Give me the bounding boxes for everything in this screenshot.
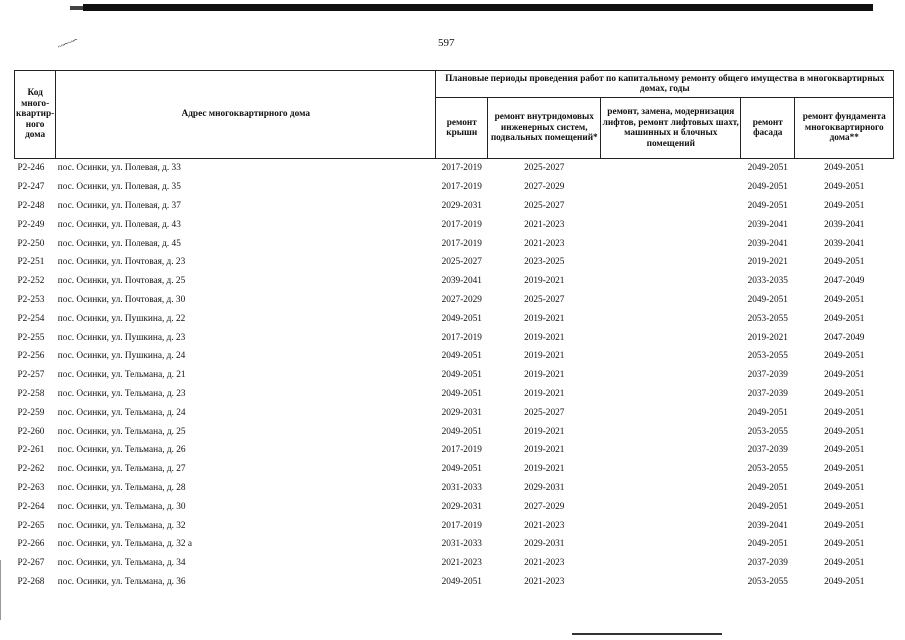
cell-foundation: 2049-2051 xyxy=(824,182,865,193)
table-row xyxy=(15,272,894,291)
cell-roof: 2049-2051 xyxy=(441,426,482,437)
cell-facade: 2053-2055 xyxy=(747,576,788,587)
cell-address: пос. Осинки, ул. Тельмана, д. 28 xyxy=(57,482,186,493)
cell-foundation: 2049-2051 xyxy=(824,539,865,550)
cell-engineering: 2025-2027 xyxy=(524,200,565,211)
cell-elevators xyxy=(601,422,741,441)
header-foundation: ремонт фундамента многоквартирного дома** xyxy=(795,98,894,159)
cell-roof: 2029-2031 xyxy=(441,407,482,418)
table-row xyxy=(15,347,894,366)
cell-facade: 2049-2051 xyxy=(747,163,788,174)
cell-elevators xyxy=(601,159,741,178)
cell-foundation: 2049-2051 xyxy=(824,351,865,362)
cell-engineering: 2021-2023 xyxy=(524,558,565,569)
cell-code: Р2-256 xyxy=(17,351,45,362)
table-row xyxy=(15,253,894,272)
table-row xyxy=(15,460,894,479)
cell-roof: 2017-2019 xyxy=(441,332,482,343)
cell-foundation: 2049-2051 xyxy=(824,200,865,211)
cell-foundation: 2049-2051 xyxy=(824,426,865,437)
cell-foundation: 2047-2049 xyxy=(824,332,865,343)
cell-elevators xyxy=(601,291,741,310)
cell-facade: 2049-2051 xyxy=(747,407,788,418)
cell-roof: 2049-2051 xyxy=(441,388,482,399)
header-periods-group: Плановые периоды проведения работ по капитальному ремонту общего имущества в многоквартирных домах, годы xyxy=(436,71,894,98)
cell-engineering: 2023-2025 xyxy=(524,257,565,268)
cell-code: Р2-258 xyxy=(17,388,45,399)
cell-roof: 2029-2031 xyxy=(441,200,482,211)
cell-roof: 2039-2041 xyxy=(441,276,482,287)
cell-foundation: 2049-2051 xyxy=(824,520,865,531)
cell-roof: 2049-2051 xyxy=(441,464,482,475)
cell-foundation: 2049-2051 xyxy=(824,388,865,399)
table-row xyxy=(15,159,894,178)
cell-engineering: 2019-2021 xyxy=(524,313,565,324)
table-row xyxy=(15,554,894,573)
cell-foundation: 2049-2051 xyxy=(824,407,865,418)
cell-roof: 2021-2023 xyxy=(441,558,482,569)
table-row xyxy=(15,328,894,347)
cell-facade: 2037-2039 xyxy=(747,558,788,569)
header-facade: ремонт фасада xyxy=(741,98,795,159)
header-code: Код много-квартир-ного дома xyxy=(15,71,56,159)
cell-facade: 2037-2039 xyxy=(747,370,788,381)
table-row xyxy=(15,479,894,498)
cell-facade: 2049-2051 xyxy=(747,539,788,550)
cell-engineering: 2019-2021 xyxy=(524,276,565,287)
cell-foundation: 2047-2049 xyxy=(824,276,865,287)
cell-roof: 2049-2051 xyxy=(441,370,482,381)
cell-engineering: 2019-2021 xyxy=(524,351,565,362)
cell-engineering: 2021-2023 xyxy=(524,520,565,531)
cell-address: пос. Осинки, ул. Полевая, д. 35 xyxy=(57,182,181,193)
cell-code: Р2-257 xyxy=(17,370,45,381)
cell-elevators xyxy=(601,441,741,460)
cell-address: пос. Осинки, ул. Пушкина, д. 24 xyxy=(57,351,186,362)
cell-roof: 2017-2019 xyxy=(441,182,482,193)
cell-code: Р2-266 xyxy=(17,539,45,550)
cell-code: Р2-267 xyxy=(17,558,45,569)
table-row xyxy=(15,422,894,441)
table-row xyxy=(15,535,894,554)
cell-code: Р2-263 xyxy=(17,482,45,493)
cell-address: пос. Осинки, ул. Тельмана, д. 21 xyxy=(57,370,186,381)
cell-code: Р2-259 xyxy=(17,407,45,418)
cell-address: пос. Осинки, ул. Почтовая, д. 23 xyxy=(57,257,186,268)
table-row xyxy=(15,197,894,216)
cell-code: Р2-264 xyxy=(17,501,45,512)
cell-foundation: 2049-2051 xyxy=(824,163,865,174)
cell-elevators xyxy=(601,573,741,592)
cell-engineering: 2027-2029 xyxy=(524,501,565,512)
cell-elevators xyxy=(601,253,741,272)
table-row xyxy=(15,497,894,516)
cell-roof: 2027-2029 xyxy=(441,294,482,305)
cell-foundation: 2049-2051 xyxy=(824,445,865,456)
page-number: 597 xyxy=(438,37,455,49)
cell-facade: 2049-2051 xyxy=(747,182,788,193)
cell-facade: 2037-2039 xyxy=(747,445,788,456)
table-row xyxy=(15,441,894,460)
cell-facade: 2019-2021 xyxy=(747,332,788,343)
cell-engineering: 2029-2031 xyxy=(524,539,565,550)
cell-roof: 2049-2051 xyxy=(441,313,482,324)
table-row xyxy=(15,309,894,328)
cell-code: Р2-248 xyxy=(17,200,45,211)
handwritten-scribble: ~∽~∽ xyxy=(55,34,79,52)
cell-engineering: 2029-2031 xyxy=(524,482,565,493)
cell-elevators xyxy=(601,309,741,328)
cell-facade: 2037-2039 xyxy=(747,388,788,399)
cell-facade: 2053-2055 xyxy=(747,351,788,362)
table-row xyxy=(15,573,894,592)
scan-left-edge xyxy=(0,560,1,620)
cell-facade: 2033-2035 xyxy=(747,276,788,287)
cell-elevators xyxy=(601,347,741,366)
cell-code: Р2-247 xyxy=(17,182,45,193)
cell-address: пос. Осинки, ул. Тельмана, д. 30 xyxy=(57,501,186,512)
table-row xyxy=(15,178,894,197)
cell-address: пос. Осинки, ул. Почтовая, д. 25 xyxy=(57,276,186,287)
cell-elevators xyxy=(601,366,741,385)
cell-elevators xyxy=(601,328,741,347)
cell-engineering: 2025-2027 xyxy=(524,163,565,174)
cell-code: Р2-268 xyxy=(17,576,45,587)
cell-foundation: 2049-2051 xyxy=(824,576,865,587)
cell-facade: 2049-2051 xyxy=(747,200,788,211)
cell-facade: 2039-2041 xyxy=(747,520,788,531)
cell-code: Р2-246 xyxy=(17,163,45,174)
cell-roof: 2017-2019 xyxy=(441,238,482,249)
table-row xyxy=(15,366,894,385)
cell-code: Р2-249 xyxy=(17,219,45,230)
cell-foundation: 2049-2051 xyxy=(824,313,865,324)
cell-code: Р2-265 xyxy=(17,520,45,531)
cell-roof: 2017-2019 xyxy=(441,445,482,456)
cell-foundation: 2049-2051 xyxy=(824,257,865,268)
table-row xyxy=(15,403,894,422)
cell-engineering: 2019-2021 xyxy=(524,370,565,381)
cell-elevators xyxy=(601,479,741,498)
cell-foundation: 2049-2051 xyxy=(824,370,865,381)
cell-engineering: 2019-2021 xyxy=(524,388,565,399)
cell-address: пос. Осинки, ул. Тельмана, д. 32 xyxy=(57,520,186,531)
cell-address: пос. Осинки, ул. Тельмана, д. 27 xyxy=(57,464,186,475)
cell-roof: 2031-2033 xyxy=(441,482,482,493)
cell-engineering: 2019-2021 xyxy=(524,464,565,475)
cell-elevators xyxy=(601,272,741,291)
cell-foundation: 2049-2051 xyxy=(824,294,865,305)
cell-elevators xyxy=(601,535,741,554)
cell-engineering: 2025-2027 xyxy=(524,294,565,305)
cell-facade: 2053-2055 xyxy=(747,426,788,437)
cell-code: Р2-253 xyxy=(17,294,45,305)
cell-elevators xyxy=(601,215,741,234)
cell-elevators xyxy=(601,178,741,197)
header-address: Адрес многоквартирного дома xyxy=(56,71,436,159)
cell-address: пос. Осинки, ул. Тельмана, д. 36 xyxy=(57,576,186,587)
cell-roof: 2017-2019 xyxy=(441,219,482,230)
cell-address: пос. Осинки, ул. Тельмана, д. 32 а xyxy=(57,539,193,550)
table-row xyxy=(15,385,894,404)
cell-engineering: 2021-2023 xyxy=(524,219,565,230)
cell-roof: 2049-2051 xyxy=(441,576,482,587)
cell-code: Р2-252 xyxy=(17,276,45,287)
scan-top-bar xyxy=(83,4,873,11)
cell-address: пос. Осинки, ул. Полевая, д. 45 xyxy=(57,238,181,249)
cell-engineering: 2025-2027 xyxy=(524,407,565,418)
cell-facade: 2053-2055 xyxy=(747,313,788,324)
cell-facade: 2039-2041 xyxy=(747,238,788,249)
cell-facade: 2049-2051 xyxy=(747,501,788,512)
cell-elevators xyxy=(601,516,741,535)
cell-engineering: 2021-2023 xyxy=(524,238,565,249)
cell-address: пос. Осинки, ул. Пушкина, д. 23 xyxy=(57,332,186,343)
cell-engineering: 2019-2021 xyxy=(524,426,565,437)
cell-elevators xyxy=(601,497,741,516)
cell-elevators xyxy=(601,403,741,422)
cell-facade: 2049-2051 xyxy=(747,294,788,305)
cell-code: Р2-250 xyxy=(17,238,45,249)
bottom-rule xyxy=(572,633,722,635)
cell-code: Р2-254 xyxy=(17,313,45,324)
cell-roof: 2017-2019 xyxy=(441,520,482,531)
table-row xyxy=(15,291,894,310)
cell-address: пос. Осинки, ул. Полевая, д. 33 xyxy=(57,163,181,174)
cell-foundation: 2049-2051 xyxy=(824,482,865,493)
cell-roof: 2049-2051 xyxy=(441,351,482,362)
cell-foundation: 2049-2051 xyxy=(824,501,865,512)
cell-engineering: 2027-2029 xyxy=(524,182,565,193)
repair-schedule-table xyxy=(14,70,894,591)
cell-facade: 2053-2055 xyxy=(747,464,788,475)
cell-code: Р2-255 xyxy=(17,332,45,343)
cell-address: пос. Осинки, ул. Тельмана, д. 24 xyxy=(57,407,186,418)
cell-roof: 2031-2033 xyxy=(441,539,482,550)
cell-engineering: 2019-2021 xyxy=(524,332,565,343)
cell-facade: 2019-2021 xyxy=(747,257,788,268)
cell-address: пос. Осинки, ул. Полевая, д. 43 xyxy=(57,219,181,230)
cell-address: пос. Осинки, ул. Полевая, д. 37 xyxy=(57,200,181,211)
cell-code: Р2-262 xyxy=(17,464,45,475)
cell-elevators xyxy=(601,460,741,479)
cell-address: пос. Осинки, ул. Тельмана, д. 34 xyxy=(57,558,186,569)
cell-address: пос. Осинки, ул. Тельмана, д. 23 xyxy=(57,388,186,399)
cell-roof: 2029-2031 xyxy=(441,501,482,512)
header-roof: ремонт крыши xyxy=(436,98,488,159)
cell-code: Р2-251 xyxy=(17,257,45,268)
header-engineering: ремонт внутридомовых инженерных систем, подвальных помещений* xyxy=(488,98,601,159)
cell-foundation: 2049-2051 xyxy=(824,464,865,475)
cell-foundation: 2039-2041 xyxy=(824,238,865,249)
cell-code: Р2-261 xyxy=(17,445,45,456)
table-body xyxy=(15,159,894,592)
cell-elevators xyxy=(601,554,741,573)
cell-roof: 2017-2019 xyxy=(441,163,482,174)
cell-address: пос. Осинки, ул. Тельмана, д. 25 xyxy=(57,426,186,437)
table-row xyxy=(15,234,894,253)
cell-foundation: 2049-2051 xyxy=(824,558,865,569)
cell-facade: 2039-2041 xyxy=(747,219,788,230)
cell-engineering: 2019-2021 xyxy=(524,445,565,456)
table-row xyxy=(15,215,894,234)
cell-elevators xyxy=(601,385,741,404)
cell-foundation: 2039-2041 xyxy=(824,219,865,230)
cell-engineering: 2021-2023 xyxy=(524,576,565,587)
cell-elevators xyxy=(601,197,741,216)
cell-facade: 2049-2051 xyxy=(747,482,788,493)
cell-address: пос. Осинки, ул. Пушкина, д. 22 xyxy=(57,313,186,324)
header-elevators: ремонт, замена, модернизация лифтов, ремонт лифтовых шахт, машинных и блочных помещений xyxy=(601,98,741,159)
cell-address: пос. Осинки, ул. Почтовая, д. 30 xyxy=(57,294,186,305)
cell-address: пос. Осинки, ул. Тельмана, д. 26 xyxy=(57,445,186,456)
cell-elevators xyxy=(601,234,741,253)
cell-roof: 2025-2027 xyxy=(441,257,482,268)
table-row xyxy=(15,516,894,535)
cell-code: Р2-260 xyxy=(17,426,45,437)
